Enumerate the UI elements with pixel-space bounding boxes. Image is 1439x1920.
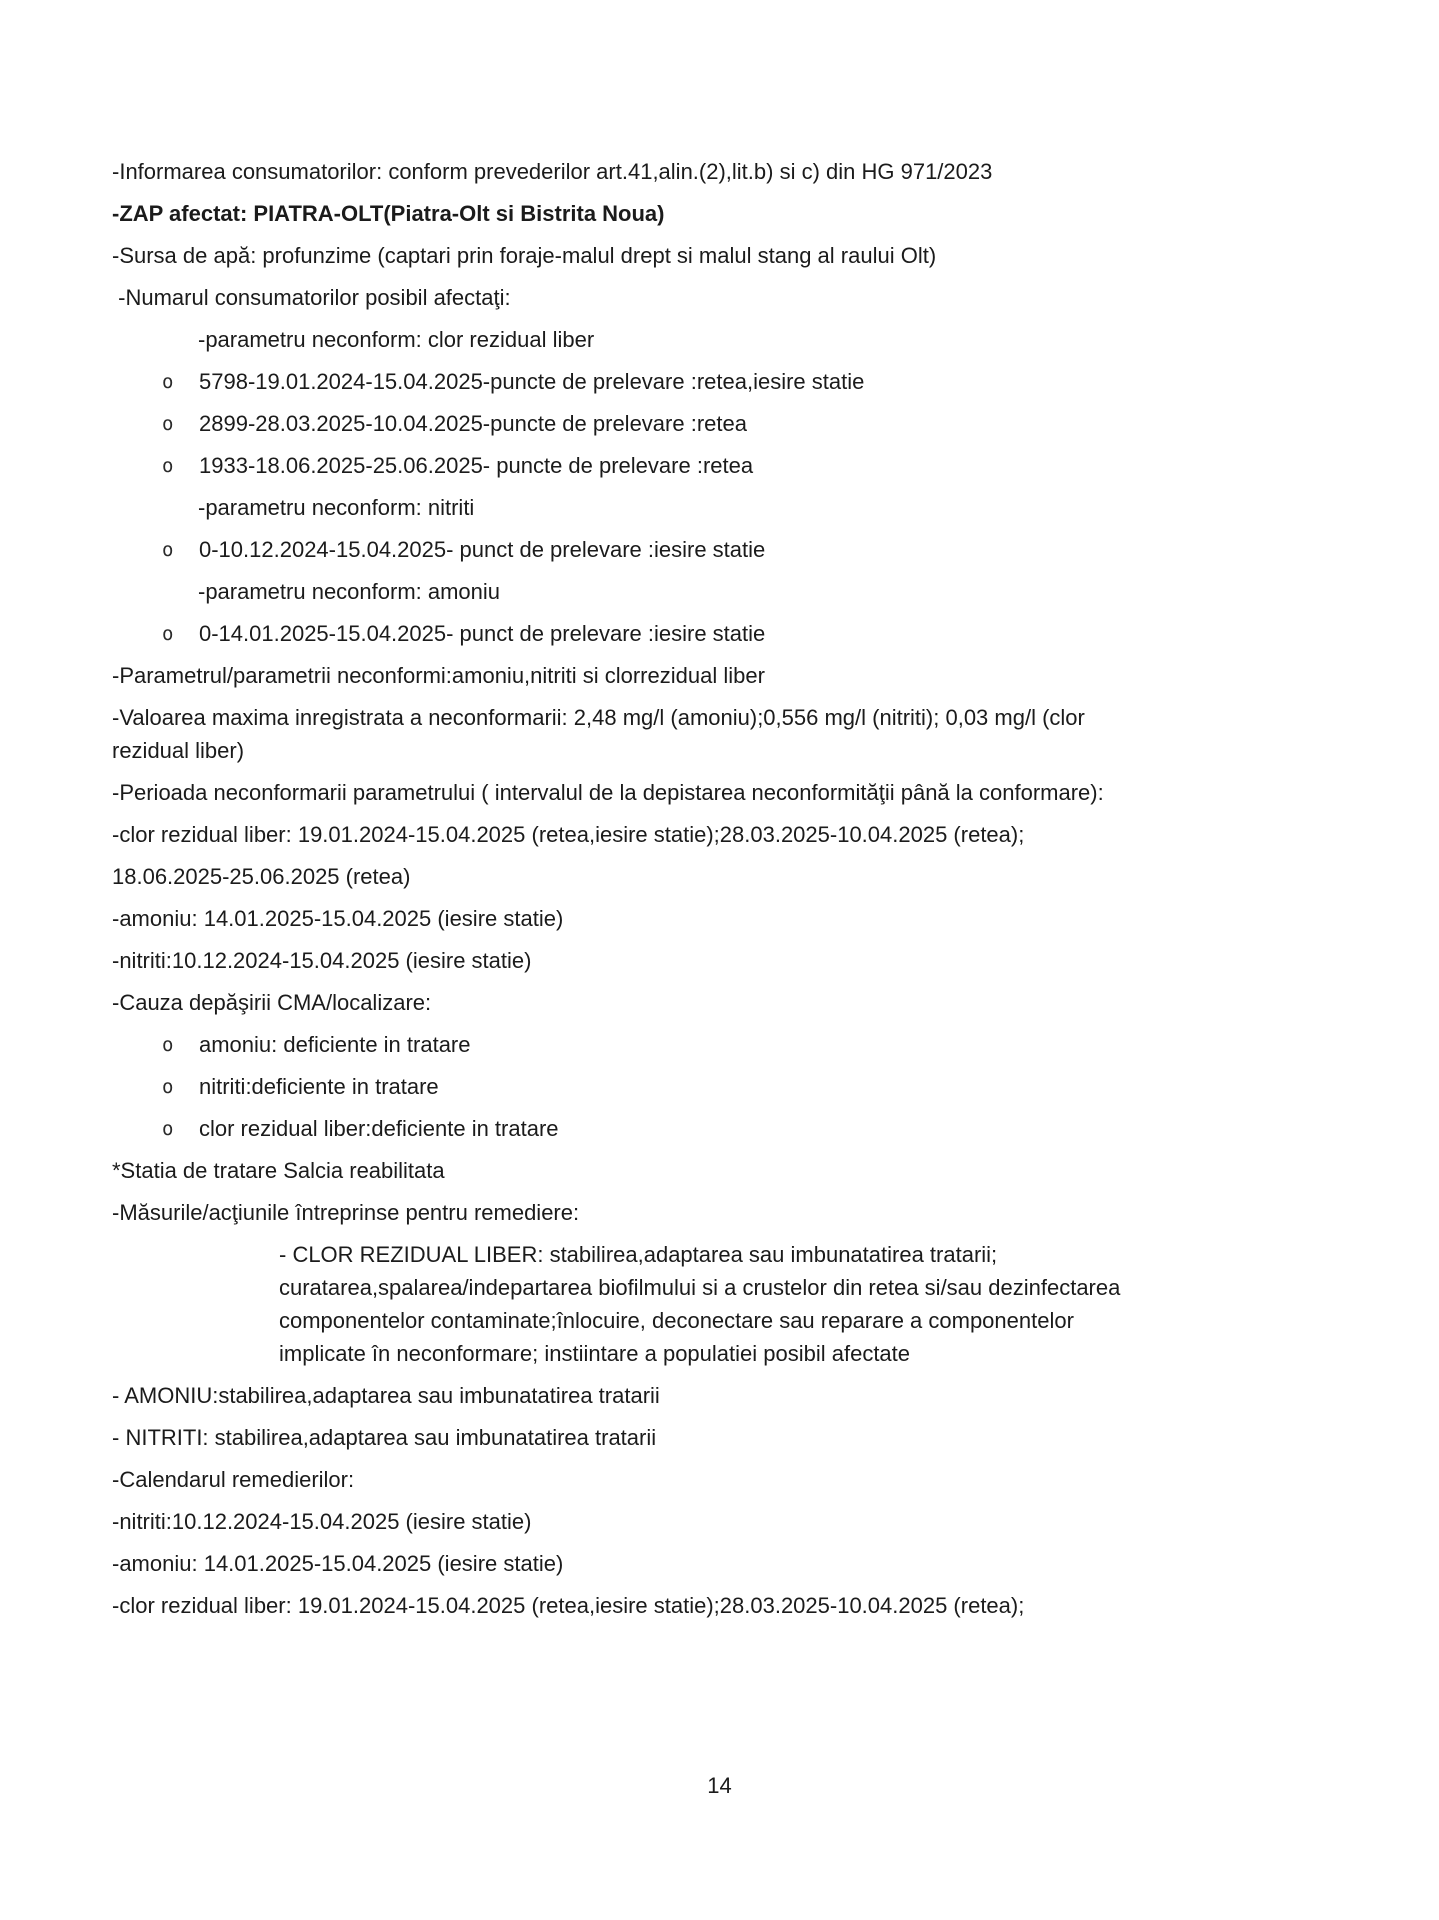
bullet-item: o 1933-18.06.2025-25.06.2025- puncte de prelevare :retea — [112, 449, 1362, 482]
paragraph: -ZAP afectat: PIATRA-OLT(Piatra-Olt si Bistrita Noua) — [112, 201, 665, 226]
paragraph: -clor rezidual liber: 19.01.2024-15.04.2025 (retea,iesire statie);28.03.2025-10.04.2025 (retea); — [112, 1593, 1025, 1618]
paragraph: -amoniu: 14.01.2025-15.04.2025 (iesire statie) — [112, 906, 564, 931]
paragraph: -Măsurile/acţiunile întreprinse pentru remediere: — [112, 1200, 580, 1225]
paragraph: 18.06.2025-25.06.2025 (retea) — [112, 864, 411, 889]
paragraph: - CLOR REZIDUAL LIBER: stabilirea,adaptarea sau imbunatatirea tratarii; curatarea,spalarea/indepartarea biofilmului si a crustelor din retea si/sau dezinfectarea componentelor contaminate;înlocuire, deconectare sau reparare a componentelor implicate în neconformare; instiintare a populatiei posibil afectate — [279, 1242, 1121, 1366]
paragraph: - NITRITI: stabilirea,adaptarea sau imbunatatirea tratarii — [112, 1425, 657, 1450]
bullet-item: o 2899-28.03.2025-10.04.2025-puncte de prelevare :retea — [112, 407, 1362, 440]
paragraph: -parametru neconform: clor rezidual liber — [198, 327, 595, 352]
bullet-item: o nitriti:deficiente in tratare — [112, 1070, 1362, 1103]
paragraph: -amoniu: 14.01.2025-15.04.2025 (iesire statie) — [112, 1551, 564, 1576]
page-number: 14 — [707, 1773, 732, 1798]
paragraph: -Calendarul remedierilor: — [112, 1467, 355, 1492]
bullet-item: o 0-10.12.2024-15.04.2025- punct de prelevare :iesire statie — [112, 533, 1362, 566]
paragraph: -parametru neconform: nitriti — [198, 495, 475, 520]
bullet-marker: o — [162, 539, 174, 561]
paragraph: -Numarul consumatorilor posibil afectaţi: — [112, 285, 511, 310]
bullet-marker: o — [162, 1118, 174, 1140]
paragraph: -Valoarea maxima inregistrata a neconformarii: 2,48 mg/l (amoniu);0,556 mg/l (nitriti); 0,03 mg/l (clor rezidual liber) — [112, 705, 1085, 763]
paragraph: -nitriti:10.12.2024-15.04.2025 (iesire statie) — [112, 1509, 532, 1534]
paragraph: *Statia de tratare Salcia reabilitata — [112, 1158, 445, 1183]
document-body — [112, 155, 1362, 1631]
bullet-item: o 0-14.01.2025-15.04.2025- punct de prelevare :iesire statie — [112, 617, 1362, 650]
bullet-item: o clor rezidual liber:deficiente in tratare — [112, 1112, 1362, 1145]
paragraph: -Informarea consumatorilor: conform prevederilor art.41,alin.(2),lit.b) si c) din HG 971/2023 — [112, 159, 993, 184]
paragraph: -Cauza depăşirii CMA/localizare: — [112, 990, 432, 1015]
bullet-marker: o — [162, 455, 174, 477]
paragraph: -clor rezidual liber: 19.01.2024-15.04.2025 (retea,iesire statie);28.03.2025-10.04.2025 (retea); — [112, 822, 1025, 847]
paragraph: -Sursa de apă: profunzime (captari prin foraje-malul drept si malul stang al raului Olt) — [112, 243, 937, 268]
paragraph: - AMONIU:stabilirea,adaptarea sau imbunatatirea tratarii — [112, 1383, 660, 1408]
paragraph: -Perioada neconformarii parametrului ( intervalul de la depistarea neconformităţii până la conformare): — [112, 780, 1104, 805]
paragraph: -parametru neconform: amoniu — [198, 579, 501, 604]
bullet-marker: o — [162, 623, 174, 645]
paragraph: -nitriti:10.12.2024-15.04.2025 (iesire statie) — [112, 948, 532, 973]
bullet-marker: o — [162, 1076, 174, 1098]
bullet-item: o 5798-19.01.2024-15.04.2025-puncte de prelevare :retea,iesire statie — [112, 365, 1362, 398]
paragraph: -Parametrul/parametrii neconformi:amoniu,nitriti si clorrezidual liber — [112, 663, 765, 688]
bullet-marker: o — [162, 413, 174, 435]
bullet-marker: o — [162, 371, 174, 393]
bullet-marker: o — [162, 1034, 174, 1056]
bullet-item: o amoniu: deficiente in tratare — [112, 1028, 1362, 1061]
